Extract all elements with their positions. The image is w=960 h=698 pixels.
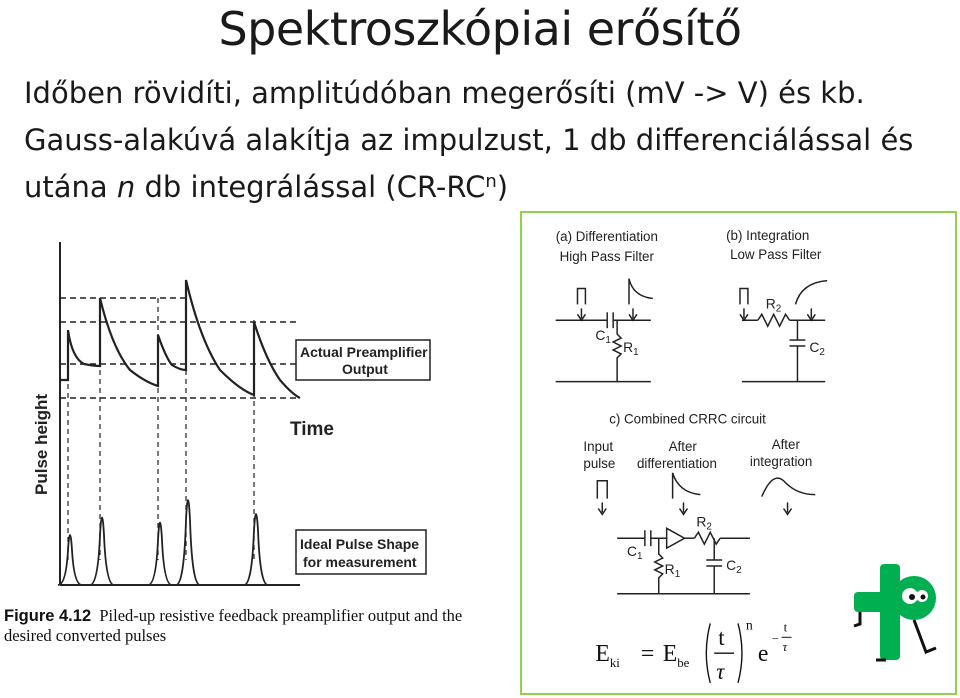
r2-resistor bbox=[758, 314, 790, 326]
svg-text:Ebe bbox=[663, 641, 690, 670]
combined-c2-sub: 2 bbox=[736, 564, 742, 576]
combined-r1 bbox=[655, 538, 663, 593]
r1-resistor bbox=[613, 320, 621, 381]
preamp-label-line1: Actual Preamplifier bbox=[300, 344, 428, 360]
ideal-pulses bbox=[58, 500, 268, 585]
caption-text: Piled-up resistive feedback preamplifier output and the desired converted pulses bbox=[4, 606, 463, 645]
input-label-line1: Input bbox=[583, 439, 614, 455]
svg-text:R2 bbox=[696, 513, 712, 532]
caption-figure-number: Figure 4.12 bbox=[4, 607, 92, 625]
time-label: Time bbox=[290, 419, 335, 440]
combined-int-waveform bbox=[762, 478, 816, 496]
svg-text:R1 bbox=[623, 339, 639, 358]
diff-output-waveform bbox=[629, 279, 653, 305]
svg-text:R1 bbox=[665, 561, 681, 580]
r2-label: R bbox=[765, 295, 776, 312]
combined-r2-label: R bbox=[696, 513, 707, 530]
ideal-label-line2: for measurement bbox=[303, 554, 417, 570]
body-text-main: Időben rövidíti, amplitúdóban megerősíti (mV -> V) és kb. Gauss-alakúvá alakítja az impulzust, 1 db differenciálással és utána bbox=[24, 76, 914, 204]
r1-label: R bbox=[623, 338, 634, 355]
after-diff-line1: After bbox=[668, 439, 697, 455]
after-int-line1: After bbox=[771, 437, 800, 453]
body-text-superscript: n bbox=[485, 171, 497, 192]
after-int-line2: integration bbox=[749, 453, 813, 469]
buffer-amplifier bbox=[667, 528, 685, 548]
combined-c2-label: C bbox=[726, 556, 737, 573]
combined-r2-sub: 2 bbox=[706, 521, 712, 533]
pileup-figure bbox=[0, 230, 470, 660]
formula-equals: = bbox=[640, 641, 655, 668]
svg-text:C1 bbox=[627, 543, 643, 562]
svg-text:Eki bbox=[595, 641, 620, 670]
body-text-after: db integrálással (CR-RC bbox=[135, 170, 486, 204]
svg-text:C1 bbox=[595, 327, 611, 346]
after-diff-line2: differentiation bbox=[636, 455, 717, 471]
combined-r1-sub: 1 bbox=[674, 568, 681, 580]
combined-title: c) Combined CRRC circuit bbox=[609, 411, 766, 427]
formula-rhs: E bbox=[662, 641, 678, 668]
diff-input-step bbox=[577, 289, 585, 305]
int-output-waveform bbox=[795, 281, 827, 305]
formula-exp-den: τ bbox=[782, 640, 788, 655]
shaping-formula bbox=[595, 618, 791, 684]
r1-sub: 1 bbox=[633, 346, 639, 358]
formula-exp-num: t bbox=[783, 620, 788, 635]
slide-title: Spektroszkópiai erősítő bbox=[218, 2, 742, 56]
formula-lhs-sub: ki bbox=[609, 656, 620, 671]
figure-caption bbox=[4, 606, 474, 646]
formula-exp-base: e bbox=[757, 641, 769, 668]
ideal-label-line1: Ideal Pulse Shape bbox=[300, 536, 420, 552]
int-title-line2: Low Pass Filter bbox=[730, 246, 822, 262]
int-input-step bbox=[740, 289, 748, 305]
c1-sub: 1 bbox=[605, 335, 611, 347]
formula-lhs: E bbox=[595, 641, 610, 668]
combined-r1-label: R bbox=[664, 560, 675, 577]
formula-numerator: t bbox=[718, 625, 725, 651]
svg-text:C2 bbox=[809, 339, 825, 358]
formula-rhs-sub: be bbox=[677, 656, 690, 671]
combined-r2 bbox=[694, 532, 720, 544]
diff-title-line1: (a) Differentiation bbox=[555, 228, 658, 244]
diff-title-line2: High Pass Filter bbox=[559, 248, 654, 264]
preamp-label-line2: Output bbox=[342, 361, 388, 377]
svg-text:C2 bbox=[726, 557, 742, 576]
combined-input-pulse bbox=[597, 481, 607, 499]
combined-diff-waveform bbox=[673, 473, 701, 499]
body-text-closing: ) bbox=[496, 170, 509, 204]
int-title-line1: (b) Integration bbox=[726, 227, 810, 243]
svg-text:R2 bbox=[766, 295, 782, 314]
body-text-italic-n: n bbox=[116, 170, 136, 204]
r2-sub: 2 bbox=[775, 303, 782, 315]
y-axis-label: Pulse height bbox=[32, 393, 51, 495]
c2-label: C bbox=[809, 338, 820, 355]
green-cross-mascot-icon bbox=[852, 560, 942, 665]
c2-sub: 2 bbox=[819, 346, 825, 358]
formula-denominator: τ bbox=[716, 658, 725, 684]
combined-c1-label: C bbox=[627, 543, 638, 560]
input-label-line2: pulse bbox=[583, 455, 616, 471]
combined-c1-sub: 1 bbox=[637, 551, 643, 563]
formula-exp-minus: − bbox=[771, 632, 779, 647]
formula-power: n bbox=[745, 618, 753, 634]
slide-body-text bbox=[24, 70, 944, 211]
c1-label: C bbox=[595, 327, 606, 344]
